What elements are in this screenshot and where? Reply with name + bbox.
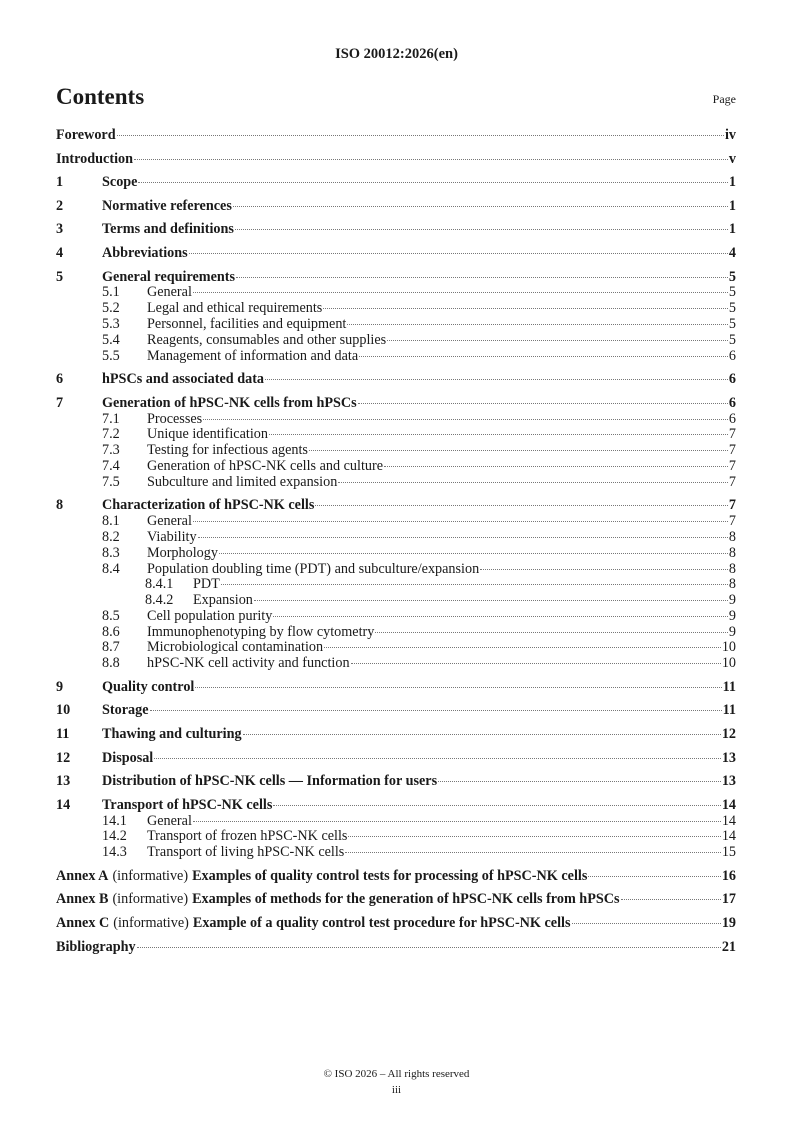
page-ref: 11	[722, 702, 736, 719]
section-title: General	[147, 812, 192, 829]
section-title: Distribution of hPSC-NK cells — Information for users	[102, 773, 438, 790]
table-of-contents	[56, 128, 736, 955]
section-number: 9	[56, 678, 64, 695]
section-number: 8.2	[102, 528, 120, 545]
section-number: 11	[56, 726, 70, 743]
annex-label: Annex B	[56, 891, 109, 908]
dot-leader	[193, 521, 728, 522]
section-number: 8.5	[102, 607, 120, 624]
page-ref: 11	[722, 678, 736, 695]
dot-leader	[273, 616, 728, 617]
dot-leader	[193, 821, 721, 822]
page-ref: 8	[728, 544, 736, 561]
section-title: Immunophenotyping by flow cytometry	[147, 623, 375, 640]
toc-entry[interactable]	[56, 333, 736, 349]
toc-entry[interactable]	[56, 727, 736, 743]
toc-entry[interactable]	[56, 199, 736, 215]
section-number: 12	[56, 749, 71, 766]
dot-leader	[137, 947, 721, 948]
section-title: Population doubling time (PDT) and subculture/expansion	[147, 560, 480, 577]
toc-entry[interactable]	[56, 577, 736, 593]
section-title: hPSC-NK cell activity and function	[147, 655, 350, 672]
toc-entry[interactable]	[56, 916, 736, 932]
section-title: Microbiological contamination	[147, 639, 324, 656]
annex-type: (informative)	[112, 891, 189, 908]
dot-leader	[359, 356, 728, 357]
page-ref: 10	[721, 639, 736, 656]
section-number: 7	[56, 394, 64, 411]
toc-entry[interactable]	[56, 317, 736, 333]
section-title: Reagents, consumables and other supplies	[147, 331, 387, 348]
page-ref: 9	[728, 623, 736, 640]
dot-leader	[309, 450, 728, 451]
section-title: Foreword	[56, 127, 116, 143]
dot-leader	[219, 553, 728, 554]
dot-leader	[254, 600, 728, 601]
section-title: Characterization of hPSC-NK cells	[102, 497, 315, 514]
section-number: 8	[56, 497, 64, 514]
annex-label: Annex C	[56, 915, 110, 932]
page-ref: 6	[728, 410, 736, 427]
dot-leader	[134, 159, 728, 160]
section-number: 8.3	[102, 544, 120, 561]
page-ref: 15	[721, 844, 736, 861]
section-title: Normative references	[102, 197, 232, 214]
section-number: 6	[56, 371, 64, 388]
section-title: General	[147, 513, 192, 530]
section-title: PDT	[193, 576, 220, 593]
dot-leader	[273, 805, 720, 806]
dot-leader	[348, 836, 720, 837]
page-ref: 16	[721, 867, 736, 884]
dot-leader	[438, 781, 721, 782]
page-ref: 10	[721, 655, 736, 672]
dot-leader	[338, 482, 728, 483]
section-number: 14.1	[102, 812, 127, 829]
page-ref: v	[728, 150, 736, 167]
dot-leader	[384, 466, 728, 467]
page-ref: 7	[728, 442, 736, 459]
section-title: Introduction	[56, 150, 133, 167]
section-number: 7.5	[102, 473, 120, 490]
section-number: 10	[56, 702, 71, 719]
toc-entry[interactable]	[56, 562, 736, 578]
toc-entry[interactable]	[56, 640, 736, 656]
page-ref: iv	[724, 127, 736, 143]
toc-entry[interactable]	[56, 443, 736, 459]
toc-entry[interactable]	[56, 892, 736, 908]
dot-leader	[233, 206, 728, 207]
toc-entry[interactable]	[56, 349, 736, 365]
page-ref: 5	[728, 331, 736, 348]
dot-leader	[588, 876, 720, 877]
dot-leader	[235, 229, 728, 230]
toc-entry[interactable]	[56, 270, 736, 286]
page-number: iii	[391, 1084, 402, 1096]
annex-label: Annex A	[56, 867, 109, 884]
dot-leader	[387, 340, 728, 341]
section-number: 7.3	[102, 442, 120, 459]
section-title: Abbreviations	[102, 244, 188, 261]
dot-leader	[572, 923, 721, 924]
page-ref: 7	[728, 497, 736, 514]
copyright-notice: © ISO 2026 – All rights reserved	[323, 1068, 470, 1080]
page-ref: 7	[728, 513, 736, 530]
section-title: Viability	[147, 528, 197, 545]
page-ref: 9	[728, 592, 736, 609]
section-title: General requirements	[102, 268, 236, 285]
annex-type: (informative)	[113, 915, 189, 932]
section-number: 13	[56, 773, 71, 790]
dot-leader	[117, 135, 724, 136]
dot-leader	[480, 569, 728, 570]
section-number: 14.2	[102, 828, 127, 845]
section-number: 8.4	[102, 560, 120, 577]
section-number: 2	[56, 197, 64, 214]
page-ref: 19	[721, 915, 736, 932]
page-ref: 9	[728, 607, 736, 624]
toc-entry[interactable]	[56, 396, 736, 412]
toc-entry[interactable]	[56, 412, 736, 428]
section-title: Legal and ethical requirements	[147, 300, 323, 317]
section-title: Quality control	[102, 678, 195, 695]
dot-leader	[324, 647, 721, 648]
dot-leader	[269, 434, 728, 435]
section-number: 4	[56, 244, 64, 261]
page-ref: 8	[728, 528, 736, 545]
page-ref: 8	[728, 560, 736, 577]
section-title: Storage	[102, 702, 149, 719]
section-title: Bibliography	[56, 938, 136, 955]
toc-entry[interactable]	[56, 222, 736, 238]
dot-leader	[315, 505, 728, 506]
toc-entry[interactable]	[56, 475, 736, 491]
section-title: Expansion	[193, 592, 253, 609]
section-number: 5.1	[102, 284, 120, 301]
section-title: hPSCs and associated data	[102, 371, 265, 388]
section-number: 14	[56, 796, 71, 813]
section-title: Transport of frozen hPSC-NK cells	[147, 828, 348, 845]
toc-entry[interactable]	[56, 593, 736, 609]
toc-entry[interactable]	[56, 940, 736, 956]
dot-leader	[150, 710, 722, 711]
toc-entry[interactable]	[56, 625, 736, 641]
page-ref: 6	[728, 394, 736, 411]
page-ref: 6	[728, 347, 736, 364]
page-ref: 8	[728, 576, 736, 593]
section-number: 8.1	[102, 513, 120, 530]
section-number: 7.4	[102, 457, 120, 474]
page-ref: 4	[728, 244, 736, 261]
page-ref: 13	[721, 773, 736, 790]
page-ref: 14	[721, 828, 736, 845]
toc-entry[interactable]	[56, 175, 736, 191]
page-ref: 5	[728, 300, 736, 317]
section-title: Generation of hPSC-NK cells from hPSCs	[102, 394, 357, 411]
section-title: Transport of hPSC-NK cells	[102, 796, 273, 813]
page-ref: 5	[728, 315, 736, 332]
toc-entry[interactable]	[56, 798, 736, 814]
section-number: 5.2	[102, 300, 120, 317]
section-title: Morphology	[147, 544, 218, 561]
section-title: Processes	[147, 410, 203, 427]
page-ref: 7	[728, 473, 736, 490]
dot-leader	[621, 899, 721, 900]
dot-leader	[203, 419, 728, 420]
toc-entry[interactable]	[56, 546, 736, 562]
page-ref: 1	[728, 197, 736, 214]
section-number: 8.4.1	[145, 576, 174, 593]
page-ref: 7	[728, 426, 736, 443]
toc-entry[interactable]	[56, 498, 736, 514]
page-ref: 1	[728, 221, 736, 238]
toc-entry[interactable]	[56, 829, 736, 845]
section-number: 8.6	[102, 623, 120, 640]
section-title: Personnel, facilities and equipment	[147, 315, 347, 332]
section-number: 14.3	[102, 844, 127, 861]
page-ref: 14	[721, 812, 736, 829]
dot-leader	[243, 734, 721, 735]
section-title: Cell population purity	[147, 607, 273, 624]
section-number: 5.5	[102, 347, 120, 364]
annex-type: (informative)	[112, 867, 189, 884]
toc-entry[interactable]	[56, 814, 736, 830]
page-footer	[0, 1066, 793, 1098]
toc-entry[interactable]	[56, 459, 736, 475]
section-title: General	[147, 284, 192, 301]
toc-entry[interactable]	[56, 372, 736, 388]
section-number: 5.3	[102, 315, 120, 332]
section-title: Example of a quality control test procedure for hPSC-NK cells	[192, 915, 571, 932]
section-number: 8.4.2	[145, 592, 174, 609]
dot-leader	[351, 663, 721, 664]
toc-entry[interactable]	[56, 656, 736, 672]
toc-entry[interactable]	[56, 609, 736, 625]
section-title: Examples of methods for the generation of hPSC-NK cells from hPSCs	[192, 891, 620, 908]
section-number: 7.1	[102, 410, 120, 427]
toc-entry[interactable]	[56, 285, 736, 301]
toc-entry[interactable]	[56, 514, 736, 530]
page-column-label: Page	[712, 92, 736, 106]
page-ref: 6	[728, 371, 736, 388]
dot-leader	[375, 632, 728, 633]
contents-title: Contents	[56, 84, 145, 109]
dot-leader	[138, 182, 727, 183]
dot-leader	[358, 403, 728, 404]
section-title: Transport of living hPSC-NK cells	[147, 844, 345, 861]
toc-entry[interactable]	[56, 845, 736, 861]
dot-leader	[345, 852, 720, 853]
toc-entry[interactable]	[56, 680, 736, 696]
section-title: Generation of hPSC-NK cells and culture	[147, 457, 384, 474]
toc-entry[interactable]	[56, 427, 736, 443]
dot-leader	[154, 758, 721, 759]
section-title: Examples of quality control tests for processing of hPSC-NK cells	[192, 867, 588, 884]
toc-entry[interactable]	[56, 751, 736, 767]
toc-entry[interactable]	[56, 128, 736, 144]
page-ref: 5	[728, 268, 736, 285]
section-number: 5.4	[102, 331, 120, 348]
toc-entry[interactable]	[56, 301, 736, 317]
page-ref: 14	[721, 796, 736, 813]
section-title: Terms and definitions	[102, 221, 234, 238]
section-title: Unique identification	[147, 426, 268, 443]
section-title: Testing for infectious agents	[147, 442, 308, 459]
section-number: 7.2	[102, 426, 120, 443]
dot-leader	[198, 537, 728, 538]
dot-leader	[347, 324, 728, 325]
dot-leader	[195, 687, 721, 688]
dot-leader	[221, 584, 728, 585]
page-ref: 7	[728, 457, 736, 474]
toc-entry[interactable]	[56, 246, 736, 262]
page-ref: 12	[721, 726, 736, 743]
document-header: ISO 20012:2026(en)	[335, 46, 458, 62]
section-number: 1	[56, 174, 64, 191]
dot-leader	[323, 308, 728, 309]
dot-leader	[265, 379, 728, 380]
dot-leader	[236, 277, 728, 278]
section-title: Thawing and culturing	[102, 726, 242, 743]
section-number: 8.8	[102, 655, 120, 672]
toc-entry[interactable]	[56, 774, 736, 790]
dot-leader	[189, 253, 728, 254]
page-ref: 5	[728, 284, 736, 301]
toc-entry[interactable]	[56, 869, 736, 885]
section-number: 8.7	[102, 639, 120, 656]
section-title: Disposal	[102, 749, 154, 766]
toc-entry[interactable]	[56, 703, 736, 719]
section-title: Subculture and limited expansion	[147, 473, 338, 490]
page-ref: 13	[721, 749, 736, 766]
page-ref: 17	[721, 891, 736, 908]
section-title: Management of information and data	[147, 347, 359, 364]
page-ref: 1	[728, 174, 736, 191]
page-ref: 21	[721, 938, 736, 955]
toc-entry[interactable]	[56, 152, 736, 168]
section-number: 3	[56, 221, 64, 238]
section-number: 5	[56, 268, 64, 285]
toc-entry[interactable]	[56, 530, 736, 546]
dot-leader	[193, 292, 728, 293]
section-title: Scope	[102, 174, 138, 191]
